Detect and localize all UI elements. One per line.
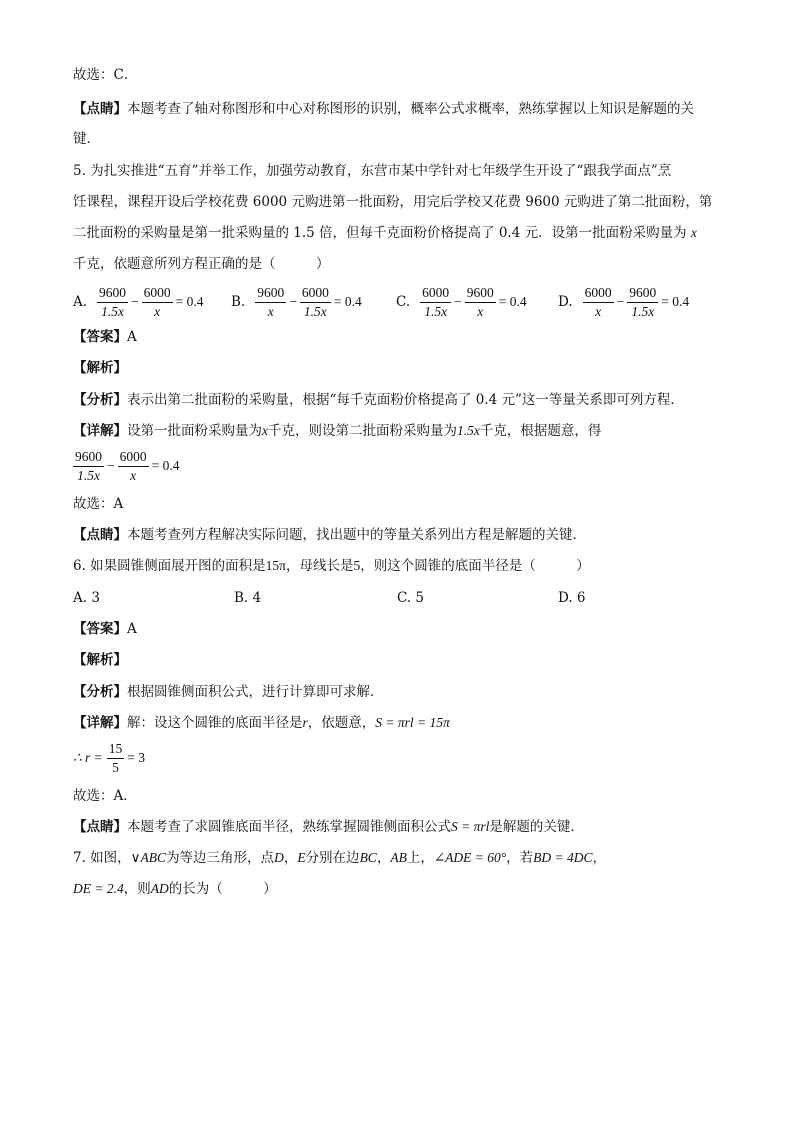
- q6-fenxi-line: [73, 683, 384, 701]
- equation-rhs: = 0.4: [151, 458, 180, 473]
- minus-sign: −: [107, 458, 115, 473]
- equation-rhs: = 0.4: [175, 294, 204, 309]
- math-var: 1.5x: [457, 423, 480, 438]
- q6-choice-a[interactable]: A. 3: [73, 590, 100, 606]
- comment-tag: 【点睛】: [73, 819, 127, 835]
- answer-value: A: [127, 329, 137, 345]
- comment-text: 本题考查列方程解决实际问题，找出题中的等量关系列出方程是解题的关键．: [127, 527, 586, 543]
- numerator: 15: [107, 740, 125, 759]
- math-expr: BD = 4DC: [533, 850, 593, 865]
- fraction: [118, 448, 149, 485]
- math-expr: ∠ADE = 60°: [433, 850, 507, 865]
- fraction: [300, 284, 331, 321]
- q5-fenxi-line: [73, 391, 684, 409]
- fenxi-tag: 【分析】: [73, 684, 127, 700]
- q6-stem-line: [73, 557, 590, 575]
- fenxi-text: 根据圆锥侧面积公式，进行计算即可求解．: [127, 684, 384, 700]
- math-var: x: [262, 423, 268, 438]
- stem-text: 为等边三角形，点: [166, 850, 275, 866]
- q6-choice-d[interactable]: D. 6: [558, 590, 586, 606]
- q5-choose-line: 故选：A: [73, 496, 124, 512]
- answer-value: A: [127, 621, 137, 637]
- numerator: 6000: [118, 448, 149, 467]
- equation-rhs: = 0.4: [661, 294, 690, 309]
- q5-equation: [73, 446, 183, 486]
- q5-option-d[interactable]: [558, 282, 692, 322]
- fenxi-tag: 【分析】: [73, 392, 127, 408]
- denominator: x: [154, 303, 161, 319]
- stem-text: ，: [592, 850, 606, 866]
- denominator: 1.5x: [631, 303, 655, 319]
- math-expr: ∴ r =: [73, 750, 103, 765]
- equation-rhs: = 3: [127, 750, 145, 765]
- xiangjie-text: ，依题意，: [307, 715, 376, 731]
- stem-text: 的长为（ ）: [168, 881, 277, 897]
- q5-stem-text3: 二批面粉的采购量是第一批采购量的 1.5 倍，但每千克面粉价格提高了 0.4 元．设第一批面粉采购量为: [73, 225, 687, 241]
- q5-stem-var: x: [690, 225, 697, 240]
- q5-option-b[interactable]: [231, 282, 365, 322]
- denominator: 1.5x: [424, 303, 448, 319]
- q5-analysis-tag: [73, 359, 127, 377]
- q6-analysis-tag: [73, 651, 127, 669]
- denominator: x: [267, 303, 274, 319]
- minus-sign: −: [454, 294, 462, 309]
- math-var: BC: [359, 850, 377, 865]
- q5-stem-line2: 饪课程，课程开设后学校花费 6000 元购进第一批面粉，用完后学校又花费 9600 元购进了第二批面粉，第: [73, 194, 713, 210]
- q5-comment-line: [73, 526, 586, 544]
- xiangjie-tag: 【详解】: [73, 715, 127, 731]
- q7-stem-line1: [73, 849, 606, 867]
- numerator: 6000: [583, 284, 614, 303]
- fraction: [420, 284, 451, 321]
- q7-stem-line2: [73, 880, 277, 898]
- q6-choice-b[interactable]: B. 4: [234, 590, 262, 606]
- denominator: x: [130, 467, 137, 483]
- numerator: 6000: [420, 284, 451, 303]
- q6-result-equation: [73, 738, 148, 778]
- xiangjie-text: 设第一批面粉采购量为: [127, 423, 262, 439]
- math-expr: S = πrl = 15π: [375, 715, 450, 730]
- minus-sign: −: [131, 294, 139, 309]
- xiangjie-text: 千克，则设第二批面粉采购量为: [268, 423, 457, 439]
- denominator: x: [477, 303, 484, 319]
- stem-text: 分别在边: [305, 850, 360, 866]
- numerator: 9600: [255, 284, 286, 303]
- q6-answer-line: [73, 620, 137, 638]
- numerator: 9600: [97, 284, 128, 303]
- minus-sign: −: [616, 294, 625, 309]
- equation-rhs: = 0.4: [498, 294, 527, 309]
- math-expr: DE = 2.4: [73, 881, 124, 896]
- q5-option-a[interactable]: [73, 282, 207, 322]
- answer-tag: 【答案】: [73, 621, 127, 637]
- q4-answer-line: 故选：C．: [73, 67, 138, 83]
- math-expr: 5: [353, 558, 361, 573]
- math-var: AB: [390, 850, 407, 865]
- math-expr: ∨ABC: [130, 850, 167, 865]
- q5-xiangjie-line: [73, 422, 601, 440]
- xiangjie-text: 千克，根据题意，得: [479, 423, 602, 439]
- numerator: 9600: [465, 284, 496, 303]
- stem-text: ，则: [123, 881, 151, 897]
- q5-stem-line3: [73, 224, 697, 242]
- fraction: [142, 284, 173, 321]
- math-var: AD: [150, 881, 169, 896]
- answer-tag: 【答案】: [73, 329, 127, 345]
- q6-choose-line: 故选：A．: [73, 788, 137, 804]
- fraction: [465, 284, 496, 321]
- fraction: [627, 284, 658, 321]
- fraction: [255, 284, 286, 321]
- analysis-tag: 【解析】: [73, 360, 127, 376]
- q6-xiangjie-line: [73, 714, 450, 732]
- stem-text: ，若: [506, 850, 534, 866]
- stem-text: 6. 如果圆锥侧面展开图的面积是: [73, 558, 266, 574]
- equation-rhs: = 0.4: [333, 294, 362, 309]
- denominator: 1.5x: [303, 303, 327, 319]
- fenxi-text: 表示出第二批面粉的采购量，根据“每千克面粉价格提高了 0.4 元”这一等量关系即可列方程．: [127, 392, 684, 408]
- q4-comment-line2: 键．: [73, 131, 100, 147]
- analysis-tag: 【解析】: [73, 652, 127, 668]
- comment-tag: 【点睛】: [73, 101, 127, 117]
- stem-text: 上，: [406, 850, 434, 866]
- xiangjie-text: 解：设这个圆锥的底面半径是: [127, 715, 303, 731]
- numerator: 6000: [300, 284, 331, 303]
- fraction: [583, 284, 614, 321]
- q4-comment-text1: 本题考查了轴对称图形和中心对称图形的识别，概率公式求概率，熟练掌握以上知识是解题的关: [127, 101, 694, 117]
- math-var: E: [297, 850, 306, 865]
- stem-text: ，则这个圆锥的底面半径是（ ）: [360, 558, 590, 574]
- q6-comment-line: [73, 818, 584, 836]
- q6-choice-c[interactable]: C. 5: [397, 590, 425, 606]
- numerator: 6000: [142, 284, 173, 303]
- denominator: x: [595, 303, 602, 319]
- minus-sign: −: [289, 294, 297, 309]
- option-label: A.: [73, 294, 88, 310]
- stem-text: 7. 如图，: [73, 850, 131, 866]
- q5-answer-line: [73, 328, 137, 346]
- denominator: 5: [112, 759, 119, 775]
- math-expr: 15π: [265, 558, 286, 573]
- denominator: 1.5x: [77, 467, 100, 483]
- q5-option-c[interactable]: [396, 282, 530, 322]
- math-var: r: [302, 715, 308, 730]
- fraction: [73, 448, 104, 485]
- q5-stem-line4: 千克，依题意所列方程正确的是（ ）: [73, 256, 330, 272]
- xiangjie-tag: 【详解】: [73, 423, 127, 439]
- fraction: [107, 740, 125, 777]
- option-label: C.: [396, 294, 411, 310]
- q4-comment-line1: [73, 100, 694, 118]
- q5-options: [73, 282, 753, 322]
- comment-text: 是解题的关键．: [489, 819, 584, 835]
- option-label: D.: [558, 294, 573, 310]
- math-expr: S = πrl: [451, 819, 490, 834]
- numerator: 9600: [73, 448, 104, 467]
- fraction: [97, 284, 128, 321]
- denominator: 1.5x: [101, 303, 124, 319]
- comment-text: 本题考查了求圆锥底面半径，熟练掌握圆锥侧面积公式: [127, 819, 451, 835]
- stem-text: ，母线长是: [286, 558, 354, 574]
- q5-stem-line1: 5. 为扎实推进“五育”并举工作，加强劳动教育，东营市某中学针对七年级学生开设了“跟我学面点”烹: [73, 163, 672, 179]
- stem-text: ，: [283, 850, 298, 866]
- math-var: D: [274, 850, 284, 865]
- stem-text: ，: [376, 850, 391, 866]
- comment-tag: 【点睛】: [73, 527, 127, 543]
- option-label: B.: [231, 294, 246, 310]
- numerator: 9600: [627, 284, 658, 303]
